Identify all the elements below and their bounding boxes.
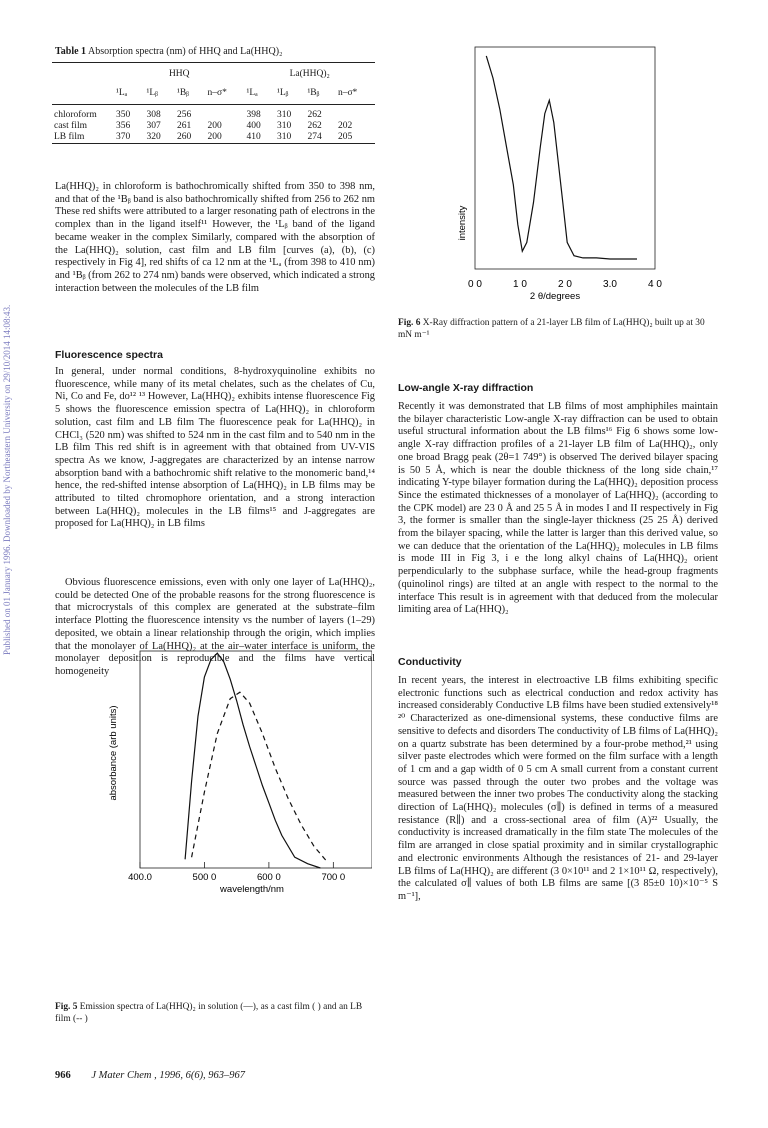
- fig5-tick-label: 500 0: [192, 872, 217, 883]
- page-number: 966: [55, 1070, 71, 1081]
- fig5-emission-chart: [82, 648, 372, 896]
- table-caption: [55, 46, 375, 57]
- table-cell: 202: [337, 121, 353, 131]
- fig6-xrd-chart: [450, 45, 665, 280]
- fig6-tick-label: 3.0: [603, 279, 617, 290]
- table-cell: 310: [276, 110, 292, 120]
- table-cell: 370: [114, 132, 144, 144]
- section-heading-lowangle: Low-angle X-ray diffraction: [398, 382, 534, 394]
- fig6-tick-label: 1 0: [513, 279, 527, 290]
- table-cell: 400: [246, 121, 261, 131]
- table-cell: 260: [175, 132, 205, 144]
- fig5-y-axis-label: absorbance (arb units): [108, 705, 119, 801]
- subheader-cell: ¹Lᵦ: [275, 82, 305, 105]
- publication-watermark: Published on 01 January 1996. Downloaded by Northeastern University on 29/10/2014 14:08:43.: [2, 304, 12, 656]
- table-cell: 200: [207, 121, 222, 131]
- table-cell: 310: [275, 132, 305, 144]
- fig5-x-axis-label: wavelength/nm: [220, 884, 284, 895]
- group-header-hhq: HHQ: [114, 63, 244, 83]
- subheader-cell: ¹Lᵦ: [144, 82, 174, 105]
- fig5-series-line-1: [185, 653, 320, 868]
- fig6-caption-text: X-Ray diffraction pattern of a 21-layer LB film of La(HHQ)₂ built up at 30 mN m⁻¹: [398, 318, 705, 340]
- group-header-la: La(HHQ)₂: [244, 63, 375, 83]
- body-paragraph: Obvious fluorescence emissions, even with only one layer of La(HHQ)₂, could be detected One of the probable reasons for the strong fluorescence is that microcrystals of this complex are generated at the substrate–film interface Plotting the fluorescence intensity vs the number of layers (1–29) deposited, we obtain a linear relationship through the origin, which implies that the monolayer of La(HHQ)₂ at the air–water interface is uniform, the monolayer deposition is reproducible and the films have vertical homogeneity: [55, 577, 375, 677]
- table-cell: 274: [305, 132, 335, 144]
- table-cell: 356: [116, 121, 131, 131]
- row-label: LB film: [52, 132, 114, 144]
- table-cell: 308: [146, 110, 161, 120]
- subheader-cell: n–σ*: [336, 82, 375, 105]
- fig6-tick-label: 0 0: [468, 279, 482, 290]
- table-cell: [336, 105, 375, 122]
- fig5-frame: [140, 651, 372, 868]
- table-row: [52, 132, 375, 144]
- fig6-tick-group: [468, 270, 662, 290]
- table-cell: 256: [176, 110, 192, 120]
- fig5-tick-label: 700 0: [321, 872, 346, 883]
- section-heading-fluorescence: Fluorescence spectra: [55, 349, 163, 361]
- page-footer: [55, 1070, 245, 1081]
- table-row: [52, 121, 375, 132]
- fig5-series-group: [185, 653, 327, 868]
- table-cell: 310: [276, 121, 292, 131]
- table-row: [52, 105, 375, 122]
- body-paragraph: La(HHQ)₂ in chloroform is bathochromically shifted from 350 to 398 nm, and that of the ¹Bᵦ band is also bathochromically shifted from 256 to 262 nm These red shifts were attributed to a larger resonating path of electrons in the complex than in the ligand itself¹¹ However, the ¹Lᵦ band of the ligand became weaker in the complex Similarly, compared with the absorption of the La(HHQ)₂ solution, cast film and LB film [curves (a), (b), (c) respectively in Fig 4], red shifts of ca 12 nm at the ¹Lₐ (from 398 to 410 nm) and ¹Bᵦ (from 262 to 274 nm) bands were observed, which indicated a strong interaction between the molecules of the LB film: [55, 181, 375, 294]
- table-caption-text: Absorption spectra (nm) of HHQ and La(HHQ)₂: [87, 46, 283, 57]
- fig5-caption-label: Fig. 5: [55, 1002, 78, 1012]
- fig6-y-axis-label: intensity: [457, 205, 468, 241]
- body-paragraph: In recent years, the interest in electroactive LB films exhibiting specific electronic functions such as electrical conduction and redox activity has increased considerably Conductive LB films have been studied extensively¹⁸ ²⁰ Characterized as one-dimensional systems, these conductive films are sensitive to defects and disorders The conductivity of LB films of La(HHQ)₂ on a quartz substrate has been determined by a four-probe method,²¹ using silver paste electrodes which were formed on the film surface with a length of 1 cm and a gap width of 0 5 cm A small current from a constant current source was passed through the outer two probes and the voltage was measured between the inner two probes The conductivity along the stacking direction of La(HHQ)₂ molecules (σ∥) is defined in terms of a measured resistance (R∥) and a cross-sectional area of film (A)²² Usually, the conductivity is increased dramatically in the film state The molecules of the film are arranged in close spatial proximity and in similar crystallographic and electronic environments Although the resistances of 21- and 29-layer LB films of La(HHQ)₂ are different (3 0×10¹¹ and 2 1×10¹¹ Ω, respectively), the calculated σ∥ values of both LB films are same [(3 85±0 10)×10⁻⁵ S m⁻¹],: [398, 675, 718, 902]
- table-cell: [205, 105, 244, 122]
- subheader-cell: ¹Lₐ: [114, 82, 144, 105]
- subheader-cell: ¹Lₐ: [244, 82, 274, 105]
- table-cell: 261: [176, 121, 192, 131]
- subheader-cell: n–σ*: [205, 82, 244, 105]
- fig6-caption-label: Fig. 6: [398, 318, 421, 328]
- fig5-caption: [55, 1002, 375, 1025]
- fig6-series-group: [486, 56, 637, 259]
- fig6-frame: [475, 47, 655, 269]
- fig5-tick-label: 400.0: [128, 872, 152, 883]
- fig6-series-line-1: [486, 56, 637, 259]
- fig6-x-axis-label: 2 θ/degrees: [529, 291, 581, 302]
- section-heading-conductivity: Conductivity: [398, 656, 462, 668]
- fig6-tick-label: 2 0: [558, 279, 572, 290]
- fig5-caption-text: Emission spectra of La(HHQ)₂ in solution (—), as a cast film ( ) and an LB film (-- ): [55, 1002, 363, 1024]
- table-cell: 350: [116, 110, 131, 120]
- subheader-cell: ¹Bᵦ: [175, 82, 205, 105]
- body-paragraph: In general, under normal conditions, 8-hydroxyquinoline exhibits no fluorescence, while many of its metal chelates, such as the chelates of Cu, Ni, Co and Fe, do¹² ¹³ However, La(HHQ)₂ exhibits intense fluorescence Fig 5 shows the fluorescence emission spectra of La(HHQ)₂ in chloroform solution, cast film and LB film The fluorescence peak for La(HHQ)₂ in CHCl₃ (520 nm) was shifted to 524 nm in the cast film and to 540 nm in the LB film This red shift is in agreement with that obtained from UV-VIS spectra As we know, J-aggregates are characterized by an intense narrow absorption band with a bathochromic shift relative to the monomeric band,¹⁴ hence, the red-shifted intense absorption of La(HHQ)₂ in LB films may be attributed to tilted chromophore orientation, and a strong interaction between La(HHQ)₂ molecules in the LB films¹⁵ and J-aggregates are proposed for La(HHQ)₂ in LB films: [55, 366, 375, 530]
- absorption-table: [52, 62, 375, 144]
- table-cell: 262: [307, 121, 322, 131]
- body-paragraph: Recently it was demonstrated that LB films of most amphiphiles maintain the bilayer characteristic Low-angle X-ray diffraction can be used to obtain useful structural information about the LB films¹⁶ Fig 6 shows some low-angle X-ray diffraction profiles of a 21-layer LB film of La(HHQ)₂, only one broad Bragg peak (2θ=1 749°) is observed The derived bilayer spacing is 50 5 Å, which is near the double thickness of the long side chain,¹⁷ indicating Y-type bilayer formation during the La(HHQ)₂ deposition process Since the estimated thicknesses of a monolayer of La(HHQ)₂ (according to the CPK model) are 23 0 Å and 25 5 Å in modes I and II respectively in Fig 3, the former is smaller than the single-layer thickness (25 25 Å) derived from the bilayer spacing, while the latter is larger than this derived value, so we can deduce that the orientation of the La(HHQ)₂ molecules in LB films is mode III in Fig 3, i e the long alkyl chains of La(HHQ)₂ orient perpendicularly to the subphase surface, while the head-group fragments (quinolinol rings) are tilted at an angle with respect to the normal to the interface This result is in agreement with that deduced from the molecular limiting area of La(HHQ)₂: [398, 401, 718, 616]
- table-cell: 307: [146, 121, 161, 131]
- fig6-caption: [398, 318, 718, 341]
- table-caption-label: Table 1: [55, 46, 87, 57]
- fig6-axis-area: [450, 270, 665, 304]
- journal-citation: J Mater Chem , 1996, 6(6), 963–967: [91, 1070, 246, 1081]
- fig5-tick-label: 600 0: [256, 872, 281, 883]
- table-cell: 205: [336, 132, 375, 144]
- table-cell: 398: [246, 110, 261, 120]
- subheader-cell: ¹Bᵦ: [305, 82, 335, 105]
- fig6-tick-label: 4 0: [648, 279, 662, 290]
- row-label: chloroform: [54, 110, 97, 120]
- table-cell: 410: [244, 132, 274, 144]
- table-cell: 200: [205, 132, 244, 144]
- row-label: cast film: [54, 121, 87, 131]
- table-cell: 262: [307, 110, 322, 120]
- table-cell: 320: [144, 132, 174, 144]
